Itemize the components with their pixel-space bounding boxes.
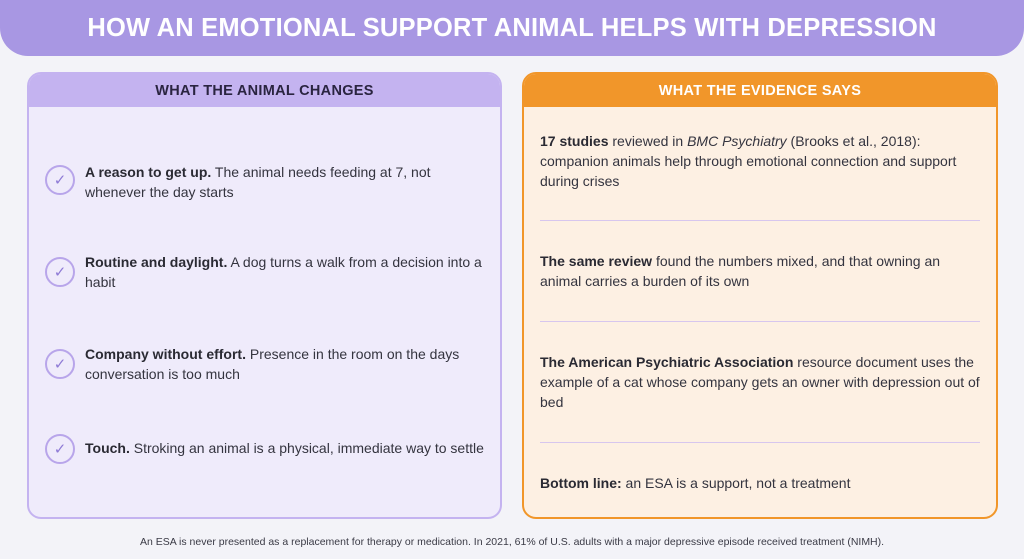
evidence-item-bold: 17 studies <box>540 133 609 149</box>
change-item-body: A dog turns a walk from a decision into a habit <box>85 254 482 290</box>
evidence-item-body: an ESA is a support, not a treatment <box>621 475 851 491</box>
evidence-item-body: found the numbers mixed, and that owning an animal carries a burden of its own <box>540 253 941 289</box>
evidence-item <box>540 251 980 291</box>
animal-changes-panel <box>27 72 502 519</box>
evidence-item <box>540 131 980 191</box>
divider <box>540 321 980 322</box>
page-title: HOW AN EMOTIONAL SUPPORT ANIMAL HELPS WITH DEPRESSION <box>87 13 937 42</box>
evidence-item-bold: Bottom line: <box>540 475 622 491</box>
evidence-panel <box>522 72 998 519</box>
check-icon: ✓ <box>45 434 75 464</box>
divider <box>540 220 980 221</box>
change-item-text <box>85 438 495 458</box>
change-item-bold: Touch. <box>85 440 130 456</box>
evidence-header: WHAT THE EVIDENCE SAYS <box>524 74 996 107</box>
change-item-bold: Company without effort. <box>85 346 246 362</box>
change-item-bold: Routine and daylight. <box>85 254 228 270</box>
divider <box>540 442 980 443</box>
evidence-item <box>540 352 980 412</box>
change-item-body: Stroking an animal is a physical, immediate way to settle <box>129 440 484 456</box>
evidence-item <box>540 473 980 493</box>
evidence-item-body: resource document uses the example of a cat whose company gets an owner with depression out of bed <box>540 354 980 410</box>
change-item-body: Presence in the room on the days conversation is too much <box>85 346 460 382</box>
check-icon: ✓ <box>45 257 75 287</box>
change-item-bold: A reason to get up. <box>85 164 212 180</box>
evidence-item-pre: reviewed in <box>608 133 688 149</box>
check-icon: ✓ <box>45 349 75 379</box>
title-banner <box>0 0 1024 56</box>
evidence-item-bold: The same review <box>540 253 653 269</box>
animal-changes-header: WHAT THE ANIMAL CHANGES <box>29 74 500 107</box>
footer-note: An ESA is never presented as a replacement for therapy or medication. In 2021, 61% of U.S. adults with a major depressive episode received treatment (NIMH). <box>139 536 885 548</box>
evidence-item-body: (Brooks et al., 2018): companion animals help through emotional connection and support during crises <box>540 133 957 189</box>
check-icon: ✓ <box>45 165 75 195</box>
journal-name: BMC Psychiatry <box>687 133 787 149</box>
evidence-item-bold: The American Psychiatric Association <box>540 354 794 370</box>
change-item-body: The animal needs feeding at 7, not whenever the day starts <box>85 164 431 200</box>
change-item-text <box>85 252 490 292</box>
change-item-text <box>85 162 490 202</box>
change-item-text <box>85 344 490 384</box>
